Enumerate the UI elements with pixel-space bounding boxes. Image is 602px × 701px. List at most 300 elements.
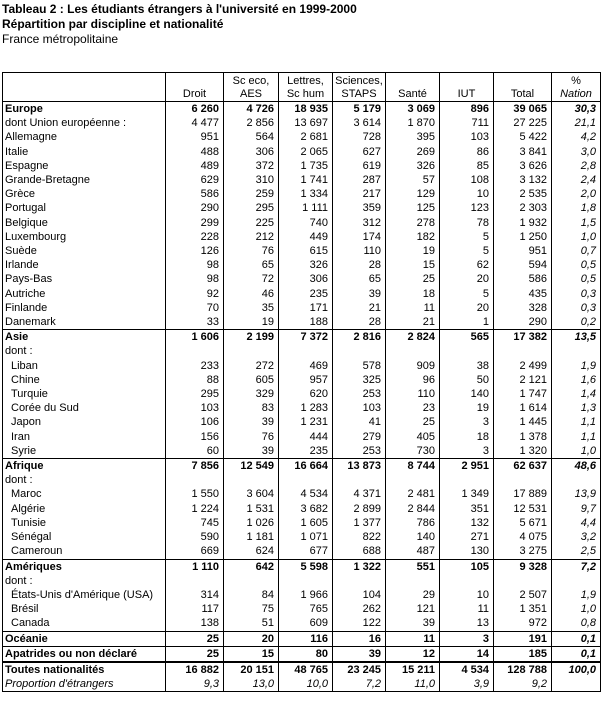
value-cell: 615 bbox=[279, 244, 333, 258]
value-cell: 7,2 bbox=[333, 677, 386, 692]
value-cell: 7 372 bbox=[279, 330, 333, 345]
column-header: Sciences, STAPS bbox=[333, 73, 386, 102]
value-cell: 27 225 bbox=[494, 116, 552, 130]
value-cell: 310 bbox=[224, 173, 279, 187]
row-label: Portugal bbox=[3, 201, 166, 215]
value-cell: 1 735 bbox=[279, 159, 333, 173]
value-cell: 4 075 bbox=[494, 530, 552, 544]
value-cell: 129 bbox=[386, 187, 440, 201]
value-cell: 2 824 bbox=[386, 330, 440, 345]
value-cell: 295 bbox=[166, 387, 224, 401]
row-label: Luxembourg bbox=[3, 230, 166, 244]
value-cell: 728 bbox=[333, 130, 386, 144]
row-label: Océanie bbox=[3, 631, 166, 646]
value-cell: 1 bbox=[440, 315, 494, 330]
empty-cell bbox=[166, 574, 224, 588]
value-cell: 1 351 bbox=[494, 602, 552, 616]
value-cell: 3 bbox=[440, 415, 494, 429]
row-label: Proportion d'étrangers bbox=[3, 677, 166, 692]
value-cell: 278 bbox=[386, 216, 440, 230]
value-cell: 39 bbox=[224, 415, 279, 429]
value-cell: 2 844 bbox=[386, 502, 440, 516]
empty-cell bbox=[166, 473, 224, 487]
column-header: Santé bbox=[386, 73, 440, 102]
value-cell: 677 bbox=[279, 544, 333, 559]
value-cell: 1 378 bbox=[494, 430, 552, 444]
row-label: Chine bbox=[3, 373, 166, 387]
row-label: Belgique bbox=[3, 216, 166, 230]
value-cell: 351 bbox=[440, 502, 494, 516]
value-cell: 110 bbox=[333, 244, 386, 258]
value-cell: 122 bbox=[333, 616, 386, 631]
value-cell: 16 664 bbox=[279, 459, 333, 474]
value-cell: 9,3 bbox=[166, 677, 224, 692]
value-cell: 1 349 bbox=[440, 487, 494, 501]
value-cell: 72 bbox=[224, 272, 279, 286]
value-cell: 578 bbox=[333, 359, 386, 373]
empty-cell bbox=[333, 344, 386, 358]
table-region: France métropolitaine bbox=[2, 32, 119, 46]
value-cell: 4 477 bbox=[166, 116, 224, 130]
value-cell: 46 bbox=[224, 287, 279, 301]
value-cell: 28 bbox=[333, 258, 386, 272]
table-row bbox=[3, 216, 601, 230]
row-label: Iran bbox=[3, 430, 166, 444]
value-cell: 269 bbox=[386, 145, 440, 159]
value-cell: 228 bbox=[166, 230, 224, 244]
subheading-row bbox=[3, 574, 601, 588]
value-cell: 565 bbox=[440, 330, 494, 345]
value-cell: 1 614 bbox=[494, 401, 552, 415]
value-cell: 11 bbox=[386, 301, 440, 315]
value-cell: 629 bbox=[166, 173, 224, 187]
row-label: Pays-Bas bbox=[3, 272, 166, 286]
value-cell: 4 534 bbox=[279, 487, 333, 501]
value-cell: 290 bbox=[166, 201, 224, 215]
percent-cell: 0,1 bbox=[552, 646, 601, 662]
value-cell: 105 bbox=[440, 559, 494, 574]
percent-cell: 0,3 bbox=[552, 301, 601, 315]
percent-cell: 1,8 bbox=[552, 201, 601, 215]
table-body bbox=[3, 102, 601, 692]
table-row bbox=[3, 387, 601, 401]
value-cell: 60 bbox=[166, 444, 224, 459]
value-cell: 12 549 bbox=[224, 459, 279, 474]
percent-cell: 2,0 bbox=[552, 187, 601, 201]
value-cell: 435 bbox=[494, 287, 552, 301]
column-header: Lettres, Sc hum bbox=[279, 73, 333, 102]
percent-cell: 13,5 bbox=[552, 330, 601, 345]
percent-cell: 7,2 bbox=[552, 559, 601, 574]
value-cell: 191 bbox=[494, 631, 552, 646]
value-cell: 262 bbox=[333, 602, 386, 616]
subheading-row bbox=[3, 473, 601, 487]
value-cell: 39 bbox=[386, 616, 440, 631]
value-cell: 78 bbox=[440, 216, 494, 230]
value-cell: 25 bbox=[386, 272, 440, 286]
value-cell: 405 bbox=[386, 430, 440, 444]
value-cell: 328 bbox=[494, 301, 552, 315]
value-cell: 745 bbox=[166, 516, 224, 530]
row-label: Turquie bbox=[3, 387, 166, 401]
percent-cell: 1,6 bbox=[552, 373, 601, 387]
table-row bbox=[3, 315, 601, 330]
value-cell: 2 199 bbox=[224, 330, 279, 345]
value-cell: 16 882 bbox=[166, 662, 224, 677]
value-cell: 182 bbox=[386, 230, 440, 244]
table-row bbox=[3, 444, 601, 459]
table-subtitle: Répartition par discipline et nationalité bbox=[2, 17, 224, 31]
value-cell: 174 bbox=[333, 230, 386, 244]
value-cell: 2 121 bbox=[494, 373, 552, 387]
value-cell: 39 bbox=[224, 444, 279, 459]
percent-cell: 1,0 bbox=[552, 602, 601, 616]
value-cell: 106 bbox=[166, 415, 224, 429]
empty-cell bbox=[224, 473, 279, 487]
value-cell: 395 bbox=[386, 130, 440, 144]
value-cell: 39 065 bbox=[494, 102, 552, 117]
value-cell: 765 bbox=[279, 602, 333, 616]
data-table bbox=[2, 72, 601, 692]
empty-cell bbox=[224, 574, 279, 588]
value-cell: 2 899 bbox=[333, 502, 386, 516]
table-row bbox=[3, 430, 601, 444]
value-cell: 469 bbox=[279, 359, 333, 373]
percent-cell: 3,0 bbox=[552, 145, 601, 159]
value-cell: 619 bbox=[333, 159, 386, 173]
row-label: Japon bbox=[3, 415, 166, 429]
value-cell: 123 bbox=[440, 201, 494, 215]
row-label: Irlande bbox=[3, 258, 166, 272]
value-cell: 103 bbox=[440, 130, 494, 144]
value-cell: 12 bbox=[386, 646, 440, 662]
percent-cell: 0,5 bbox=[552, 272, 601, 286]
value-cell: 5 179 bbox=[333, 102, 386, 117]
percent-cell: 0,7 bbox=[552, 244, 601, 258]
value-cell: 9,2 bbox=[494, 677, 552, 692]
percent-cell: 1,9 bbox=[552, 359, 601, 373]
value-cell: 3 bbox=[440, 444, 494, 459]
value-cell: 1 283 bbox=[279, 401, 333, 415]
row-label: Grèce bbox=[3, 187, 166, 201]
value-cell: 188 bbox=[279, 315, 333, 330]
value-cell: 39 bbox=[333, 646, 386, 662]
value-cell: 76 bbox=[224, 430, 279, 444]
group-row bbox=[3, 559, 601, 574]
row-label: Finlande bbox=[3, 301, 166, 315]
value-cell: 259 bbox=[224, 187, 279, 201]
row-label: Sénégal bbox=[3, 530, 166, 544]
value-cell: 551 bbox=[386, 559, 440, 574]
row-label: Apatrides ou non déclaré bbox=[3, 646, 166, 662]
value-cell: 28 bbox=[333, 315, 386, 330]
row-label: Autriche bbox=[3, 287, 166, 301]
value-cell: 1 531 bbox=[224, 502, 279, 516]
value-cell: 98 bbox=[166, 258, 224, 272]
value-cell: 730 bbox=[386, 444, 440, 459]
value-cell: 2 535 bbox=[494, 187, 552, 201]
value-cell: 128 788 bbox=[494, 662, 552, 677]
empty-cell bbox=[440, 473, 494, 487]
value-cell: 1 224 bbox=[166, 502, 224, 516]
group-row bbox=[3, 459, 601, 474]
table-row bbox=[3, 130, 601, 144]
value-cell: 642 bbox=[224, 559, 279, 574]
value-cell: 3 841 bbox=[494, 145, 552, 159]
empty-cell bbox=[494, 574, 552, 588]
row-label: Toutes nationalités bbox=[3, 662, 166, 677]
group-row bbox=[3, 102, 601, 117]
value-cell: 121 bbox=[386, 602, 440, 616]
row-label: Liban bbox=[3, 359, 166, 373]
value-cell: 1 741 bbox=[279, 173, 333, 187]
row-label: Amériques bbox=[3, 559, 166, 574]
value-cell: 688 bbox=[333, 544, 386, 559]
empty-cell bbox=[552, 473, 601, 487]
row-label: Algérie bbox=[3, 502, 166, 516]
value-cell: 1 322 bbox=[333, 559, 386, 574]
value-cell: 3 bbox=[440, 631, 494, 646]
value-cell: 1 870 bbox=[386, 116, 440, 130]
value-cell: 3 069 bbox=[386, 102, 440, 117]
value-cell: 80 bbox=[279, 646, 333, 662]
table-row bbox=[3, 401, 601, 415]
value-cell: 2 303 bbox=[494, 201, 552, 215]
table-row bbox=[3, 116, 601, 130]
total-row bbox=[3, 662, 601, 677]
proportion-row bbox=[3, 677, 601, 692]
value-cell: 487 bbox=[386, 544, 440, 559]
row-label: Suède bbox=[3, 244, 166, 258]
value-cell: 326 bbox=[386, 159, 440, 173]
empty-cell bbox=[224, 344, 279, 358]
value-cell: 279 bbox=[333, 430, 386, 444]
value-cell: 35 bbox=[224, 301, 279, 315]
value-cell: 3 682 bbox=[279, 502, 333, 516]
value-cell: 4 726 bbox=[224, 102, 279, 117]
value-cell: 12 531 bbox=[494, 502, 552, 516]
group-row bbox=[3, 646, 601, 662]
value-cell: 41 bbox=[333, 415, 386, 429]
value-cell: 235 bbox=[279, 287, 333, 301]
value-cell: 57 bbox=[386, 173, 440, 187]
value-cell: 21 bbox=[333, 301, 386, 315]
value-cell: 909 bbox=[386, 359, 440, 373]
value-cell: 1 181 bbox=[224, 530, 279, 544]
row-label: Europe bbox=[3, 102, 166, 117]
value-cell: 104 bbox=[333, 588, 386, 602]
row-label: dont : bbox=[3, 473, 166, 487]
value-cell: 489 bbox=[166, 159, 224, 173]
percent-cell: 4,4 bbox=[552, 516, 601, 530]
value-cell: 1 606 bbox=[166, 330, 224, 345]
value-cell: 6 260 bbox=[166, 102, 224, 117]
table-row bbox=[3, 287, 601, 301]
value-cell: 50 bbox=[440, 373, 494, 387]
table-row bbox=[3, 258, 601, 272]
value-cell: 125 bbox=[386, 201, 440, 215]
value-cell: 624 bbox=[224, 544, 279, 559]
value-cell: 1 445 bbox=[494, 415, 552, 429]
value-cell: 5 bbox=[440, 244, 494, 258]
row-label: Afrique bbox=[3, 459, 166, 474]
value-cell: 20 bbox=[224, 631, 279, 646]
row-label: Syrie bbox=[3, 444, 166, 459]
value-cell: 83 bbox=[224, 401, 279, 415]
value-cell: 235 bbox=[279, 444, 333, 459]
column-header: Droit bbox=[166, 73, 224, 102]
value-cell: 38 bbox=[440, 359, 494, 373]
table-row bbox=[3, 244, 601, 258]
value-cell: 449 bbox=[279, 230, 333, 244]
value-cell: 290 bbox=[494, 315, 552, 330]
percent-cell: 1,1 bbox=[552, 415, 601, 429]
row-label: Danemark bbox=[3, 315, 166, 330]
value-cell: 65 bbox=[333, 272, 386, 286]
empty-cell bbox=[386, 574, 440, 588]
row-label: dont Union européenne : bbox=[3, 116, 166, 130]
row-label: Brésil bbox=[3, 602, 166, 616]
value-cell: 271 bbox=[440, 530, 494, 544]
value-cell: 171 bbox=[279, 301, 333, 315]
value-cell: 13 bbox=[440, 616, 494, 631]
value-cell: 140 bbox=[386, 530, 440, 544]
value-cell: 590 bbox=[166, 530, 224, 544]
value-cell: 2 499 bbox=[494, 359, 552, 373]
value-cell: 86 bbox=[440, 145, 494, 159]
table-row bbox=[3, 145, 601, 159]
value-cell: 2 856 bbox=[224, 116, 279, 130]
value-cell: 65 bbox=[224, 258, 279, 272]
percent-cell: 3,2 bbox=[552, 530, 601, 544]
table-row bbox=[3, 272, 601, 286]
percent-cell: 0,8 bbox=[552, 616, 601, 631]
value-cell: 2 816 bbox=[333, 330, 386, 345]
percent-cell: 1,1 bbox=[552, 430, 601, 444]
value-cell: 21 bbox=[386, 315, 440, 330]
percent-cell: 0,2 bbox=[552, 315, 601, 330]
value-cell: 2 507 bbox=[494, 588, 552, 602]
table-row bbox=[3, 530, 601, 544]
value-cell: 185 bbox=[494, 646, 552, 662]
table-row bbox=[3, 173, 601, 187]
row-label: Cameroun bbox=[3, 544, 166, 559]
value-cell: 126 bbox=[166, 244, 224, 258]
value-cell: 1 605 bbox=[279, 516, 333, 530]
table-row bbox=[3, 301, 601, 315]
value-cell: 13,0 bbox=[224, 677, 279, 692]
row-label: Maroc bbox=[3, 487, 166, 501]
value-cell: 306 bbox=[224, 145, 279, 159]
value-cell: 33 bbox=[166, 315, 224, 330]
percent-cell: 0,5 bbox=[552, 258, 601, 272]
empty-cell bbox=[386, 473, 440, 487]
column-header: IUT bbox=[440, 73, 494, 102]
table-header bbox=[2, 2, 600, 47]
value-cell: 444 bbox=[279, 430, 333, 444]
value-cell: 76 bbox=[224, 244, 279, 258]
row-label: Espagne bbox=[3, 159, 166, 173]
table-row bbox=[3, 201, 601, 215]
percent-cell: 2,4 bbox=[552, 173, 601, 187]
value-cell: 253 bbox=[333, 444, 386, 459]
percent-cell: 48,6 bbox=[552, 459, 601, 474]
value-cell: 2 481 bbox=[386, 487, 440, 501]
value-cell: 5 422 bbox=[494, 130, 552, 144]
row-label: Tunisie bbox=[3, 516, 166, 530]
value-cell: 786 bbox=[386, 516, 440, 530]
value-cell: 103 bbox=[166, 401, 224, 415]
value-cell: 117 bbox=[166, 602, 224, 616]
value-cell: 299 bbox=[166, 216, 224, 230]
value-cell: 92 bbox=[166, 287, 224, 301]
value-cell: 18 bbox=[386, 287, 440, 301]
value-cell: 39 bbox=[333, 287, 386, 301]
value-cell: 15 bbox=[386, 258, 440, 272]
value-cell: 957 bbox=[279, 373, 333, 387]
value-cell: 19 bbox=[386, 244, 440, 258]
value-cell: 75 bbox=[224, 602, 279, 616]
percent-cell: 0,3 bbox=[552, 287, 601, 301]
value-cell: 3 626 bbox=[494, 159, 552, 173]
value-cell: 5 bbox=[440, 230, 494, 244]
value-cell: 132 bbox=[440, 516, 494, 530]
value-cell: 17 889 bbox=[494, 487, 552, 501]
value-cell: 84 bbox=[224, 588, 279, 602]
value-cell: 19 bbox=[440, 401, 494, 415]
value-cell: 19 bbox=[224, 315, 279, 330]
percent-cell: 1,5 bbox=[552, 216, 601, 230]
row-label: Corée du Sud bbox=[3, 401, 166, 415]
value-cell: 25 bbox=[166, 631, 224, 646]
value-cell: 669 bbox=[166, 544, 224, 559]
value-cell: 295 bbox=[224, 201, 279, 215]
row-label: États-Unis d'Amérique (USA) bbox=[3, 588, 166, 602]
value-cell: 1 550 bbox=[166, 487, 224, 501]
value-cell: 156 bbox=[166, 430, 224, 444]
value-cell: 3 132 bbox=[494, 173, 552, 187]
row-label: dont : bbox=[3, 344, 166, 358]
percent-cell: 9,7 bbox=[552, 502, 601, 516]
percent-cell: 0,1 bbox=[552, 631, 601, 646]
value-cell: 586 bbox=[166, 187, 224, 201]
row-label: Canada bbox=[3, 616, 166, 631]
value-cell: 13 873 bbox=[333, 459, 386, 474]
value-cell: 85 bbox=[440, 159, 494, 173]
value-cell: 1 250 bbox=[494, 230, 552, 244]
value-cell: 98 bbox=[166, 272, 224, 286]
percent-cell: 1,0 bbox=[552, 230, 601, 244]
value-cell: 372 bbox=[224, 159, 279, 173]
value-cell: 3,9 bbox=[440, 677, 494, 692]
table-row bbox=[3, 187, 601, 201]
percent-cell: 1,0 bbox=[552, 444, 601, 459]
percent-cell: 30,3 bbox=[552, 102, 601, 117]
empty-cell bbox=[279, 574, 333, 588]
value-cell: 1 110 bbox=[166, 559, 224, 574]
value-cell: 5 671 bbox=[494, 516, 552, 530]
value-cell: 15 211 bbox=[386, 662, 440, 677]
value-cell: 217 bbox=[333, 187, 386, 201]
value-cell: 1 071 bbox=[279, 530, 333, 544]
table-row bbox=[3, 516, 601, 530]
value-cell: 10 bbox=[440, 187, 494, 201]
value-cell: 3 275 bbox=[494, 544, 552, 559]
table-row bbox=[3, 487, 601, 501]
value-cell: 306 bbox=[279, 272, 333, 286]
value-cell: 140 bbox=[440, 387, 494, 401]
value-cell: 212 bbox=[224, 230, 279, 244]
